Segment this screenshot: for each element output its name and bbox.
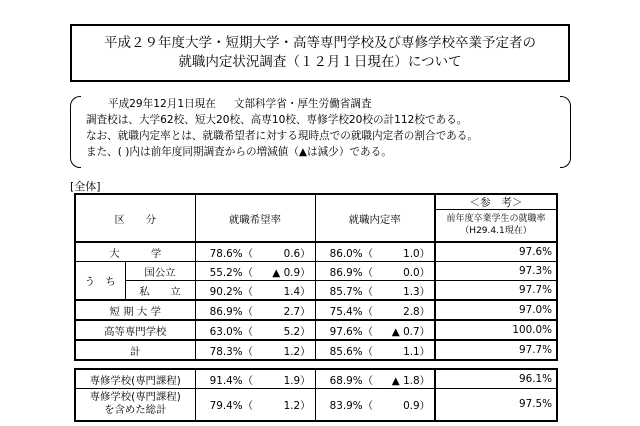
- offer-diff: 1.1）: [375, 340, 435, 360]
- row-label: 短 期 大 学: [75, 300, 195, 320]
- row-label: [75, 389, 195, 421]
- reference-sub-1: 前年度卒業学生の就職率: [446, 214, 546, 224]
- prev-rate: 97.3%: [435, 262, 557, 281]
- table-row: [75, 300, 557, 320]
- row-label: 計: [75, 340, 195, 360]
- desire-diff: 1.9）: [255, 369, 315, 389]
- offer-value: 75.4%（: [315, 300, 375, 320]
- offer-diff: 0.9）: [375, 389, 435, 421]
- offer-diff: 1.0）: [375, 242, 435, 262]
- header-category: 区 分: [75, 194, 195, 242]
- desire-value: 78.3%（: [195, 340, 255, 360]
- table-row: [75, 320, 557, 340]
- table-row: [75, 340, 557, 360]
- row-label: 高等専門学校: [75, 320, 195, 340]
- offer-value: 83.9%（: [315, 389, 375, 421]
- offer-value: 85.7%（: [315, 281, 375, 301]
- notes-block: [86, 96, 478, 160]
- survey-source: 文部科学省・厚生労働省調査: [233, 98, 372, 110]
- table-row: [75, 389, 557, 421]
- desire-diff: 0.6）: [255, 242, 315, 262]
- offer-value: 86.9%（: [315, 262, 375, 281]
- desire-value: 79.4%（: [195, 389, 255, 421]
- row-label: 大 学: [75, 242, 195, 262]
- offer-value: 97.6%（: [315, 320, 375, 340]
- offer-value: 86.0%（: [315, 242, 375, 262]
- notes-bracket-left: [70, 96, 81, 168]
- row-label: 専修学校(専門課程): [75, 369, 195, 389]
- section-label: [全体]: [70, 180, 101, 193]
- desire-diff: 1.2）: [255, 340, 315, 360]
- prev-rate: 97.5%: [435, 389, 557, 421]
- prev-rate: 97.6%: [435, 242, 557, 262]
- desire-value: 91.4%（: [195, 369, 255, 389]
- desire-diff: ▲ 0.9）: [255, 262, 315, 281]
- vocational-table: [74, 368, 558, 422]
- offer-diff: ▲ 0.7）: [375, 320, 435, 340]
- row-label: 私 立: [125, 281, 195, 301]
- desire-diff: 1.2）: [255, 389, 315, 421]
- survey-date: 平成29年12月1日現在: [108, 98, 216, 110]
- desire-value: 55.2%（: [195, 262, 255, 281]
- prev-rate: 97.7%: [435, 340, 557, 360]
- prev-rate: 100.0%: [435, 320, 557, 340]
- desire-value: 78.6%（: [195, 242, 255, 262]
- desire-value: 63.0%（: [195, 320, 255, 340]
- desire-diff: 2.7）: [255, 300, 315, 320]
- reference-sub-2: （H29.4.1現在）: [460, 226, 532, 236]
- desire-value: 90.2%（: [195, 281, 255, 301]
- notes-line-3: なお、就職内定率とは、就職希望者に対する現時点での就職内定者の割合である。: [86, 130, 478, 142]
- desire-diff: 1.4）: [255, 281, 315, 301]
- table-row: [75, 369, 557, 389]
- document-title: [70, 24, 570, 82]
- notes-line-2: 調査校は、大学62校、短大20校、高専10校、専修学校20校の計112校である。: [86, 114, 468, 126]
- desire-diff: 5.2）: [255, 320, 315, 340]
- offer-diff: 1.3）: [375, 281, 435, 301]
- prev-rate: 97.0%: [435, 300, 557, 320]
- title-line-1: 平成２９年度大学・短期大学・高等専門学校及び専修学校卒業予定者の: [104, 35, 536, 51]
- table-row: [75, 242, 557, 262]
- prev-rate: 97.7%: [435, 281, 557, 301]
- row-label: 国公立: [125, 262, 195, 281]
- reference-title: ＜参 考＞: [436, 195, 556, 210]
- offer-diff: ▲ 1.8）: [375, 369, 435, 389]
- offer-value: 85.6%（: [315, 340, 375, 360]
- row-label-line-1: 専修学校(専門課程): [89, 391, 181, 404]
- desire-value: 86.9%（: [195, 300, 255, 320]
- offer-diff: 2.8）: [375, 300, 435, 320]
- prev-rate: 96.1%: [435, 369, 557, 389]
- header-desire-rate: 就職希望率: [195, 194, 315, 242]
- offer-value: 68.9%（: [315, 369, 375, 389]
- notes-bracket-right: [560, 96, 571, 168]
- table-row: [75, 262, 557, 281]
- uchi-label: う ち: [75, 262, 125, 301]
- table-row: [75, 281, 557, 301]
- offer-diff: 0.0）: [375, 262, 435, 281]
- notes-line-4: また、( )内は前年度同期調査からの増減値（▲は減少）である。: [86, 146, 392, 158]
- row-label-line-2: を含めた総計: [104, 404, 167, 417]
- header-reference: [435, 194, 557, 242]
- title-line-2: 就職内定状況調査（１２月１日現在）について: [178, 54, 462, 70]
- header-offer-rate: 就職内定率: [315, 194, 435, 242]
- table-header-row: [75, 194, 557, 242]
- employment-table: [74, 193, 558, 361]
